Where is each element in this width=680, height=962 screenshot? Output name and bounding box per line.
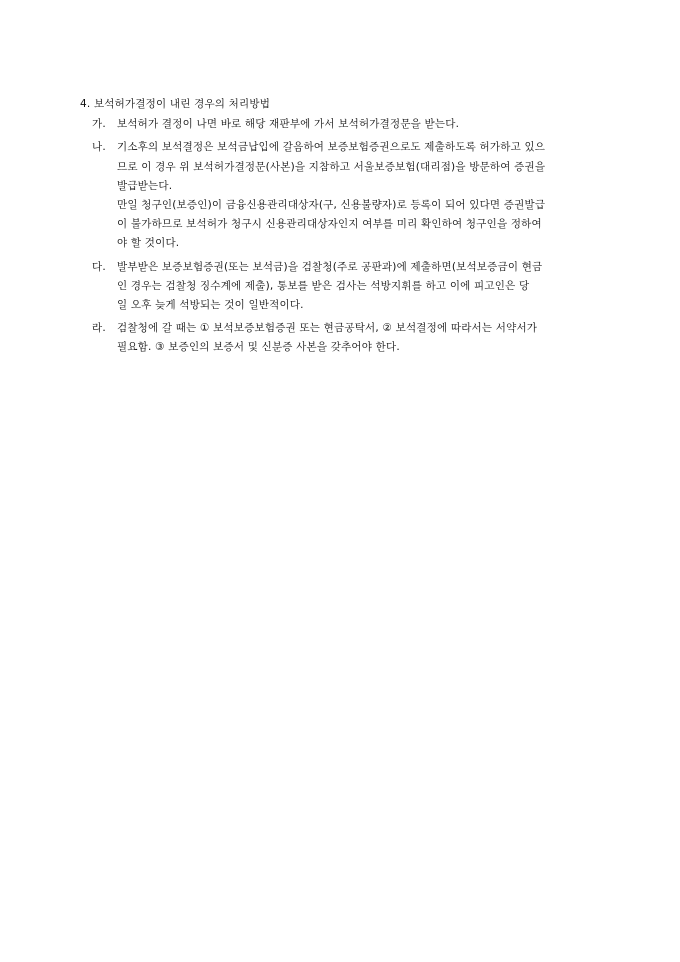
document-body bbox=[80, 95, 605, 358]
item-text-line: 야 할 것이다. bbox=[117, 237, 180, 250]
list-item bbox=[80, 115, 605, 134]
list-item bbox=[80, 258, 605, 316]
item-text-line: 기소후의 보석결정은 보석금납입에 갈음하여 보증보험증권으로도 제출하도록 허가하고 있으 bbox=[117, 141, 546, 154]
item-list bbox=[80, 115, 605, 357]
item-text-line: 필요함. ③ 보증인의 보증서 및 신분증 사본을 갖추어야 한다. bbox=[117, 341, 400, 354]
item-text-line: 보석허가 결정이 나면 바로 해당 재판부에 가서 보석허가결정문을 받는다. bbox=[117, 118, 460, 131]
section-heading: 4. 보석허가결정이 내린 경우의 처리방법 bbox=[80, 98, 271, 110]
item-text-line: 이 불가하므로 보석허가 청구시 신용관리대상자인지 여부를 미리 확인하여 청구인을 정하여 bbox=[117, 218, 542, 231]
item-marker: 나. bbox=[92, 141, 106, 154]
item-text-line: 검찰청에 갈 때는 ① 보석보증보험증권 또는 현금공탁서, ② 보석결정에 따라서는 서약서가 bbox=[117, 322, 538, 335]
item-text-line: 발부받은 보증보험증권(또는 보석금)을 검찰청(주로 공판과)에 제출하면(보석보증금이 현금 bbox=[117, 260, 543, 273]
list-item bbox=[80, 319, 605, 357]
item-text-line: 발급받는다. bbox=[117, 179, 173, 192]
item-text-line: 므로 이 경우 위 보석허가결정문(사본)을 지참하고 서울보증보험(대리점)을 방문하여 증권을 bbox=[117, 160, 546, 173]
item-marker: 가. bbox=[92, 118, 106, 131]
item-marker: 라. bbox=[92, 322, 106, 335]
item-marker: 다. bbox=[92, 260, 106, 273]
item-text-line: 만일 청구인(보증인)이 금융신용관리대상자(구, 신용불량자)로 등록이 되어 있다면 증권발급 bbox=[117, 199, 546, 212]
list-item bbox=[80, 138, 605, 253]
item-text-line: 일 오후 늦게 석방되는 것이 일반적이다. bbox=[117, 299, 304, 312]
item-text-line: 인 경우는 검찰청 징수계에 제출), 통보를 받은 검사는 석방지휘를 하고 이에 피고인은 당 bbox=[117, 279, 530, 292]
